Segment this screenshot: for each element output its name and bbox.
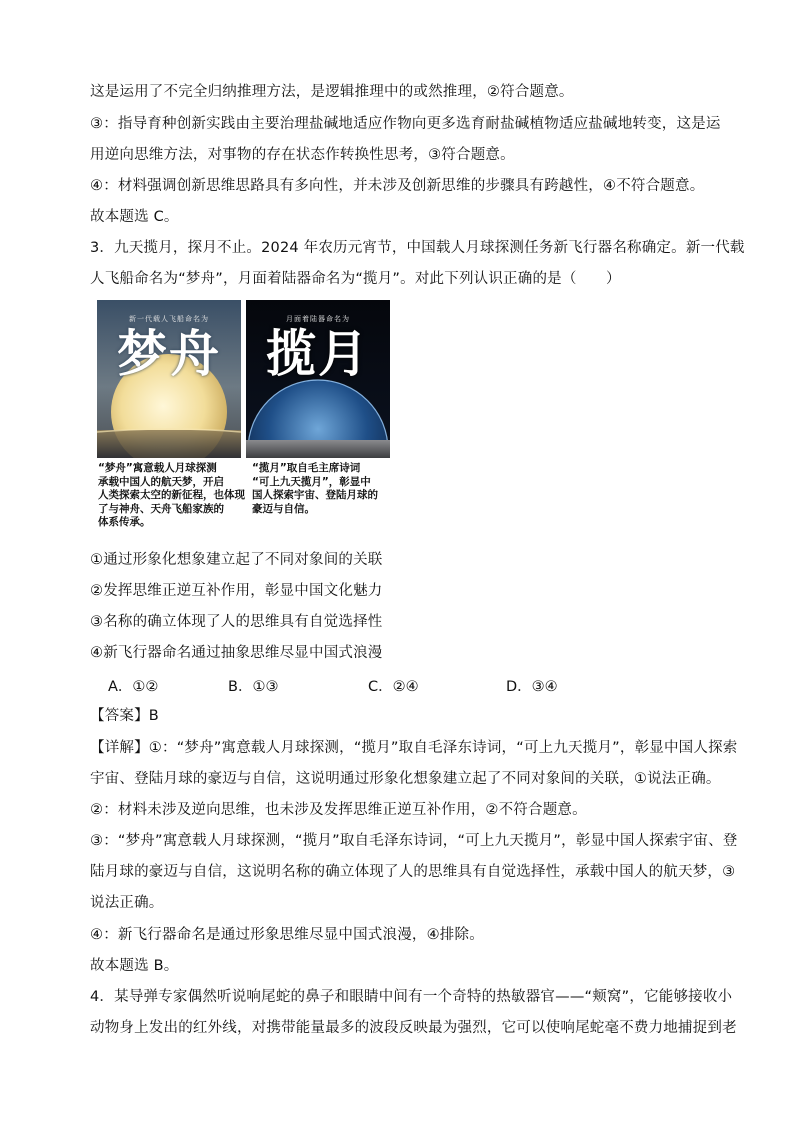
poster-banner: 月面着陆器命名为 <box>286 315 350 323</box>
caption-line: 人类探索太空的新征程，也体现 <box>98 489 245 501</box>
caption-line: 承载中国人的航天梦，开启 <box>98 475 224 488</box>
caption-line: 豪迈与自信。 <box>252 502 315 515</box>
explanation-line: 说法正确。 <box>90 895 164 911</box>
statement-3: ③名称的确立体现了人的思维具有自觉选择性 <box>90 614 383 630</box>
text-line: 用逆向思维方法，对事物的存在状态作转换性思考，③符合题意。 <box>90 147 515 163</box>
answer-options <box>0 675 794 695</box>
option-d: D．③④ <box>506 679 558 695</box>
statement-4: ④新飞行器命名通过抽象思维尽显中国式浪漫 <box>90 645 383 661</box>
poster-title: 揽月 <box>266 325 370 383</box>
explanation-line: 陆月球的豪迈与自信，这说明名称的确立体现了人的思维具有自觉选择性，承载中国人的航天梦，③ <box>90 864 736 880</box>
explanation-line: ④：新飞行器命名是通过形象思维尽显中国式浪漫，④排除。 <box>90 927 484 943</box>
text-line: 故本题选 C。 <box>90 209 179 225</box>
explanation-line: ③：“梦舟”寓意载人月球探测，“揽月”取自毛泽东诗词，“可上九天揽月”，彰显中国人探索宇宙、登 <box>90 833 738 849</box>
question-4-stem: 动物身上发出的红外线，对携带能量最多的波段反映最为强烈，它可以使响尾蛇毫不费力地捕捉到老 <box>90 1020 737 1036</box>
question-3-stem: 3．九天揽月，探月不止。2024 年农历元宵节，中国载人月球探测任务新飞行器名称确定。新一代载 <box>90 240 745 256</box>
caption-line: 了与神舟、天舟飞船家族的 <box>98 502 224 515</box>
poster-title: 梦舟 <box>117 325 221 383</box>
option-a: A．①② <box>108 679 159 695</box>
option-b: B．①③ <box>228 679 279 695</box>
text-line: ④：材料强调创新思维思路具有多向性，并未涉及创新思维的步骤具有跨越性，④不符合题意。 <box>90 178 705 194</box>
statement-2: ②发挥思维正逆互补作用，彰显中国文化魅力 <box>90 583 383 599</box>
statement-1: ①通过形象化想象建立起了不同对象间的关联 <box>90 552 383 568</box>
poster-banner: 新一代载人飞船命名为 <box>129 315 209 323</box>
option-c: C．②④ <box>368 679 419 695</box>
caption-line: “揽月”取自毛主席诗词 <box>252 462 361 474</box>
caption-line: “可上九天揽月”，彰显中 <box>252 475 371 488</box>
question-3-stem: 人飞船命名为“梦舟”，月面着陆器命名为“揽月”。对此下列认识正确的是（ ） <box>90 271 621 287</box>
caption-line: 体系传承。 <box>98 516 151 528</box>
explanation-line: 宇宙、登陆月球的豪迈与自信，这说明通过形象化想象建立起了不同对象间的关联，①说法正确。 <box>90 771 721 787</box>
caption-line: “梦舟”寓意载人月球探测 <box>98 462 217 474</box>
explanation-line: 故本题选 B。 <box>90 958 179 974</box>
poster-mengzhou <box>97 300 241 458</box>
poster-caption-left <box>98 462 245 530</box>
text-line: 这是运用了不完全归纳推理方法，是逻辑推理中的或然推理，②符合题意。 <box>90 84 574 100</box>
explanation-line: 【详解】①：“梦舟”寓意载人月球探测，“揽月”取自毛泽东诗词，“可上九天揽月”，彰显中国人探索 <box>90 740 738 756</box>
explanation-line: ②：材料未涉及逆向思维，也未涉及发挥思维正逆互补作用，②不符合题意。 <box>90 802 587 818</box>
caption-line: 国人探索宇宙、登陆月球的 <box>252 489 378 501</box>
text-line: ③：指导育种创新实践由主要治理盐碱地适应作物向更多选育耐盐碱植物适应盐碱地转变，这是运 <box>90 116 721 132</box>
answer-label: 【答案】B <box>90 708 159 724</box>
poster-lanyue <box>246 300 390 458</box>
poster-caption-right <box>252 462 378 516</box>
question-4-stem: 4．某导弹专家偶然听说响尾蛇的鼻子和眼睛中间有一个奇特的热敏器官——“颊窝”，它能够接收小 <box>90 989 733 1005</box>
